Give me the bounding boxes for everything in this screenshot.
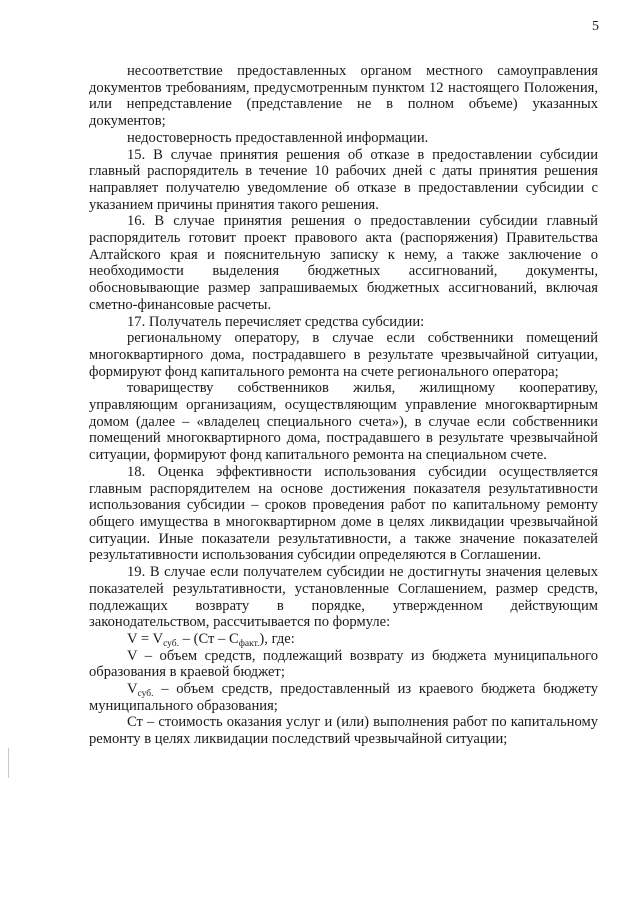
- formula-sub-2: факт.: [238, 638, 260, 649]
- paragraph-list-item-inconsistency: несоответствие предоставленных органом местного самоуправления документов требованиям, предусмотренным пунктом 12 настоящего Положения, или непредставление (представление не в полном объеме) указанных документов;: [89, 63, 598, 130]
- paragraph-list-item-unreliability: недостоверность предоставленной информации.: [127, 129, 429, 146]
- paragraph-clause-19: 19. В случае если получателем субсидии не достигнуты значения целевых показателей результативности, установленные Соглашением, размер средств, подлежащих возврату в порядке, утвержденном действующим законодательством, рассчитывается по формуле:: [89, 564, 598, 631]
- formula-lead: V = V: [127, 630, 164, 647]
- scan-edge-mark: [8, 748, 9, 778]
- paragraph-homeowners-association: товариществу собственников жилья, жилищному кооперативу, управляющим организациям, осуществляющим управление многоквартирным домом (далее – «владелец специального счета»), в случае если собственники помещений многоквартирного дома, пострадавшего в результате чрезвычайной ситуации, формируют фонд капитального ремонта на специальном счете.: [89, 380, 598, 464]
- definition-st: Ст – стоимость оказания услуг и (или) выполнения работ по капитальному ремонту в целях ликвидации последствий чрезвычайной ситуации;: [89, 714, 598, 748]
- paragraph-clause-15: 15. В случае принятия решения об отказе в предоставлении субсидии главный распорядитель в течение 10 рабочих дней с даты принятия решения направляет получателю уведомление об отказе в предоставлении субсидии с указанием причины принятия такого решения.: [89, 146, 598, 213]
- paragraph-clause-18: 18. Оценка эффективности использования субсидии осуществляется главным распорядителем на основе достижения показателя результативности использования субсидии – сроков проведения работ по капитальному ремонту общего имущества в многоквартирном доме в целях ликвидации чрезвычайной ситуации. Иные показатели результативности, а также значение показателей результативности использования субсидии определяются в Соглашении.: [89, 463, 598, 564]
- paragraph-clause-17: 17. Получатель перечисляет средства субсидии:: [127, 313, 425, 330]
- formula-mid: – (Ст – С: [179, 630, 239, 647]
- paragraph-regional-operator: региональному оператору, в случае если собственники помещений многоквартирного дома, пострадавшего в результате чрезвычайной ситуации, формируют фонд капитального ремонта на счете регионального оператора;: [89, 330, 598, 380]
- page-number: 5: [592, 19, 599, 34]
- definition-v-sub-lead: V: [127, 681, 138, 698]
- formula-tail: ), где:: [259, 630, 295, 647]
- definition-v-sub: [89, 681, 598, 714]
- formula: [89, 631, 598, 648]
- definition-v-sub-subscript: суб.: [137, 689, 154, 700]
- paragraph-clause-16: 16. В случае принятия решения о предоставлении субсидии главный распорядитель готовит проект правового акта (распоряжения) Правительства Алтайского края и пояснительную записку к нему, а также заключение о необходимости выделения бюджетных ассигнований, документы, обосновывающие размер запрашиваемых бюджетных ассигнований, включая сметно-финансовые расчеты.: [89, 213, 598, 313]
- document-body: [89, 63, 598, 748]
- definition-v-sub-text: – объем средств, предоставленный из краевого бюджета бюджету муниципального образования;: [89, 681, 598, 714]
- definition-v: V – объем средств, подлежащий возврату из бюджета муниципального образования в краевой бюджет;: [89, 647, 598, 681]
- formula-sub-1: суб.: [163, 638, 180, 649]
